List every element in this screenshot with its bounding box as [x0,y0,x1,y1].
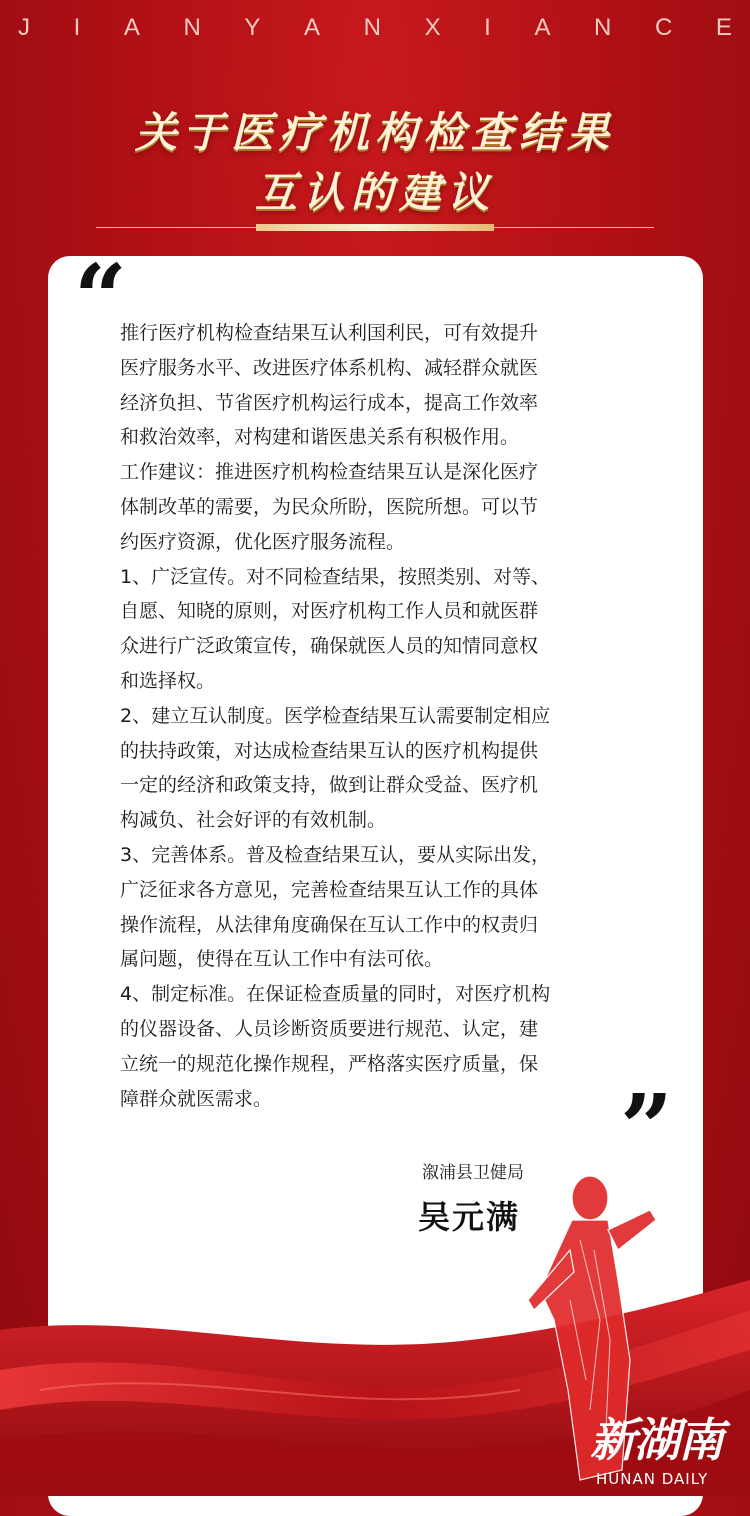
close-quote-mark: ” [620,1074,673,1182]
page-title-line1: 关于医疗机构检查结果 [134,108,615,157]
header-letter: J [18,14,30,41]
news-logo-english: HUNAN DAILY [596,1470,709,1488]
body-line: 经济负担、节省医疗机构运行成本，提高工作效率 [120,391,539,414]
header-letter: I [484,14,491,41]
body-line: 立统一的规范化操作规程，严格落实医疗质量，保 [120,1052,539,1075]
body-line: 障群众就医需求。 [120,1087,273,1110]
header-letter: N [183,14,201,41]
header-letter: E [715,14,732,41]
header-letter: I [73,14,81,41]
header-letter: A [534,14,551,41]
body-line: 工作建议：推进医疗机构检查结果互认是深化医疗 [120,461,539,484]
header-letter-row [0,14,750,42]
author-name: 吴元满 [418,1198,521,1236]
body-line: 的扶持政策，对达成检查结果互认的医疗机构提供 [120,739,539,762]
header-letter: N [594,14,612,41]
header-letter: C [654,14,673,41]
body-line: 属问题，使得在互认工作中有法可依。 [120,948,444,971]
header-letter: X [424,14,441,41]
body-line: 推行医疗机构检查结果互认利国利民，可有效提升 [120,322,539,344]
body-line: 一定的经济和政策支持，做到让群众受益、医疗机 [120,774,539,797]
news-logo-chinese: 新湖南 [590,1413,722,1467]
body-line: 的仪器设备、人员诊断资质要进行规范、认定，建 [120,1017,539,1040]
body-line: 体制改革的需要，为民众所盼，医院所想。可以节 [120,495,539,518]
header-letter: N [363,14,381,41]
header-letter: A [304,14,321,41]
body-line: 和救治效率，对构建和谐医患关系有积极作用。 [120,426,520,449]
body-line: 1、广泛宣传。对不同检查结果，按照类别、对等、 [120,565,551,588]
body-line: 自愿、知晓的原则，对医疗机构工作人员和就医群 [120,600,539,623]
body-line: 3、完善体系。普及检查结果互认，要从实际出发， [120,843,551,866]
body-line: 众进行广泛政策宣传，确保就医人员的知情同意权 [120,635,539,658]
header-letter: A [123,14,140,41]
page-title-line2: 互认的建议 [254,168,495,217]
body-line: 约医疗资源，优化医疗服务流程。 [120,530,406,553]
author-organization: 溆浦县卫健局 [422,1163,524,1183]
title-gold-bar [256,224,494,231]
body-line: 和选择权。 [120,669,216,692]
body-line: 构减负、社会好评的有效机制。 [120,809,387,832]
body-line: 2、建立互认制度。医学检查结果互认需要制定相应 [120,704,551,727]
header-letter: Y [244,14,261,41]
body-line: 广泛征求各方意见，完善检查结果互认工作的具体 [120,878,539,901]
body-line: 4、制定标准。在保证检查质量的同时，对医疗机构 [120,983,551,1006]
body-line: 医疗服务水平、改进医疗体系机构、减轻群众就医 [120,356,539,379]
open-quote-mark: “ [74,244,127,352]
body-line: 操作流程，从法律角度确保在互认工作中的权责归 [120,913,539,936]
article-body [120,316,640,1116]
